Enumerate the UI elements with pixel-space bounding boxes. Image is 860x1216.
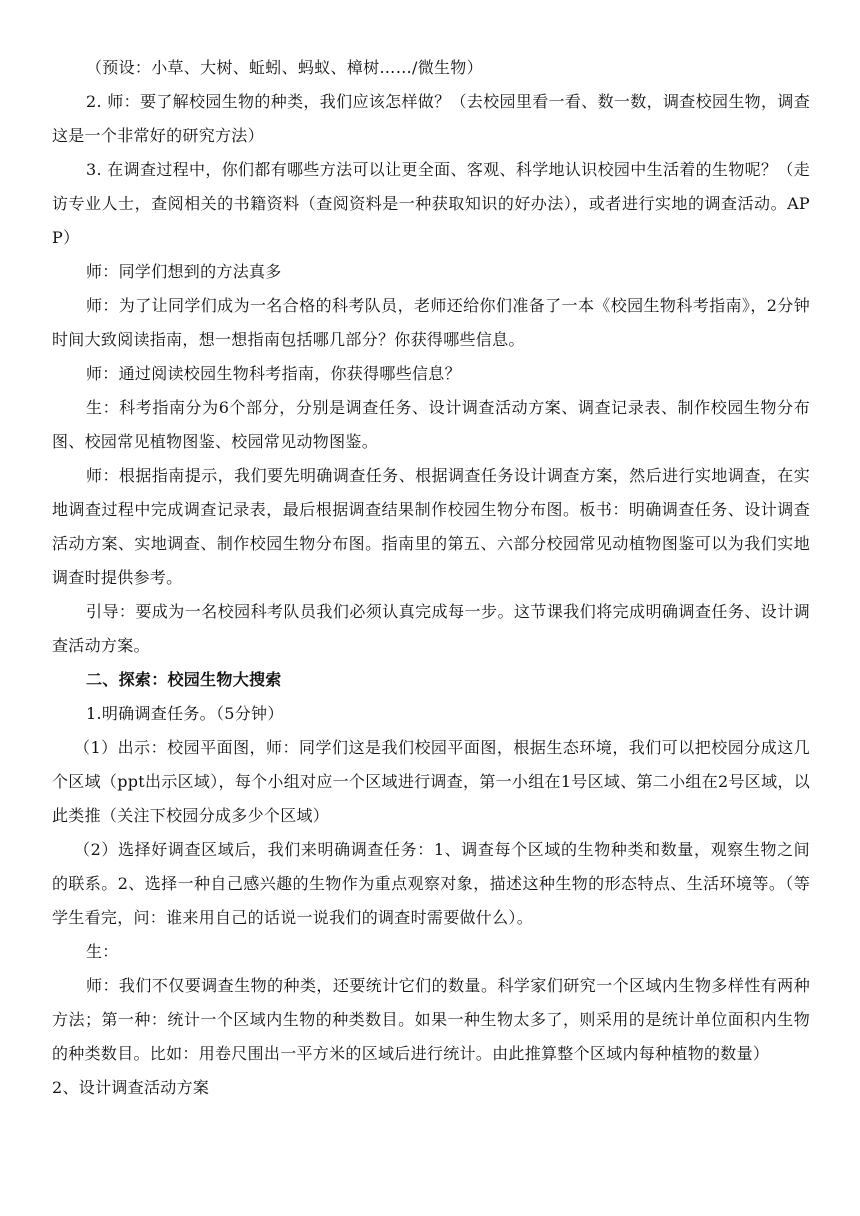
document-body [52, 51, 810, 1105]
paragraph-step-3: 3. 在调查过程中，你们都有哪些方法可以让更全面、客观、科学地认识校园中生活着的生物呢？（走访专业人士，查阅相关的书籍资料（查阅资料是一种获取知识的好办法），或者进行实地的调查活动。APP） [52, 160, 810, 247]
paragraph-guidance: 引导：要成为一名校园科考队员我们必须认真完成每一步。这节课我们将完成明确调查任务、设计调查活动方案。 [52, 602, 810, 655]
section-heading-explore: 二、探索：校园生物大搜索 [86, 670, 282, 689]
subheading-design-plan: 2、设计调查活动方案 [52, 1078, 210, 1097]
paragraph-student-answer: 生：科考指南分为6个部分，分别是调查任务、设计调查活动方案、调查记录表、制作校园生物分布图、校园常见植物图鉴、校园常见动物图鉴。 [52, 398, 810, 451]
paragraph-item-2: （2）选择好调查区域后，我们来明确调查任务：1、调查每个区域的生物种类和数量，观察生物之间的联系。2、选择一种自己感兴趣的生物作为重点观察对象，描述这种生物的形态特点、生活环境等。（等学生看完，问：谁来用自己的话说一说我们的调查时需要做什么）。 [52, 840, 810, 927]
paragraph-step-2: 2. 师：要了解校园生物的种类，我们应该怎样做？（去校园里看一看、数一数，调查校园生物，调查这是一个非常好的研究方法） [52, 92, 810, 145]
paragraph-item-1: （1）出示：校园平面图，师：同学们这是我们校园平面图，根据生态环境，我们可以把校园分成这几个区域（ppt出示区域），每个小组对应一个区域进行调查，第一小组在1号区域、第二小组在2号区域，以此类推（关注下校园分成多少个区域） [52, 738, 810, 825]
subheading-task: 1.明确调查任务。（5分钟） [86, 704, 284, 723]
paragraph-guide-question: 师：通过阅读校园生物科考指南，你获得哪些信息？ [86, 364, 461, 383]
paragraph-teacher-remark: 师：同学们想到的方法真多 [86, 262, 282, 281]
paragraph-presets: （预设：小草、大树、蚯蚓、蚂蚁、樟树……/微生物） [86, 58, 483, 77]
paragraph-teacher-methods: 师：我们不仅要调查生物的种类，还要统计它们的数量。科学家们研究一个区域内生物多样性有两种方法；第一种：统计一个区域内生物的种类数目。如果一种生物太多了，则采用的是统计单位面积内生物的种类数目。比如：用卷尺围出一平方米的区域后进行统计。由此推算整个区域内每种植物的数量） [52, 976, 810, 1063]
paragraph-guide-intro: 师：为了让同学们成为一名合格的科考队员，老师还给你们准备了一本《校园生物科考指南》，2分钟时间大致阅读指南，想一想指南包括哪几部分？你获得哪些信息。 [52, 296, 810, 349]
paragraph-student: 生： [86, 942, 119, 961]
paragraph-teacher-plan: 师：根据指南提示，我们要先明确调查任务、根据调查任务设计调查方案，然后进行实地调查，在实地调查过程中完成调查记录表，最后根据调查结果制作校园生物分布图。板书：明确调查任务、设计调查活动方案、实地调查、制作校园生物分布图。指南里的第五、六部分校园常见动植物图鉴可以为我们实地调查时提供参考。 [52, 466, 810, 587]
